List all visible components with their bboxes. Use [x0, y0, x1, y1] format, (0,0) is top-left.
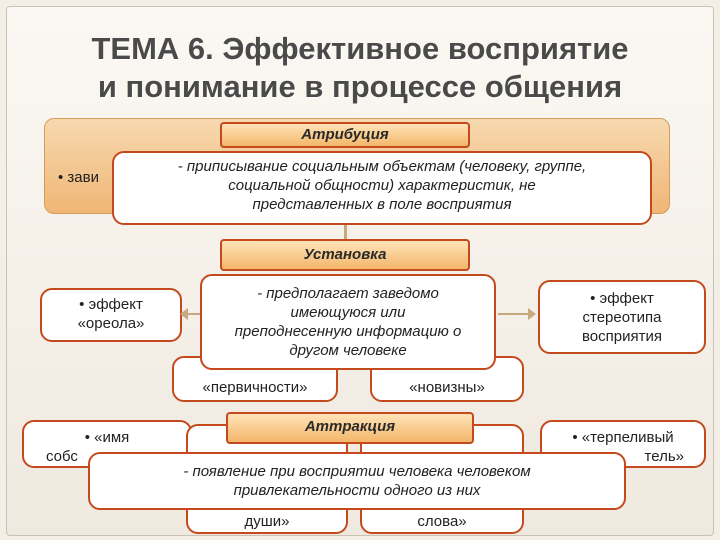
word-label: слова» [417, 513, 467, 530]
ustanovka-header: Установка [220, 239, 470, 271]
effect-novelty-label: «новизны» [409, 379, 485, 396]
title-line-1: ТЕМА 6. Эффективное восприятие [91, 31, 629, 66]
effect-halo-line-1: • эффект [79, 296, 143, 313]
arrow-left-head [180, 308, 188, 320]
arrow-right-line [498, 313, 528, 315]
effect-stereotype-line-1: • эффект [590, 290, 654, 307]
name-line-1: • «имя [84, 429, 130, 446]
effect-stereotype-box [538, 280, 706, 354]
ustanovka-definition [200, 274, 496, 370]
attraction-def-line-2: привлекательности одного из них [233, 482, 481, 499]
effect-halo-box [40, 288, 182, 342]
attraction-header: Аттракция [226, 412, 474, 444]
ustanovka-def-line-1: - предполагает заведомо [257, 285, 439, 302]
ustanovka-def-line-3: преподнесенную информацию о [234, 323, 462, 340]
attribution-def-line-2: социальной общности) характеристик, не [228, 177, 536, 194]
soul-label: души» [244, 513, 290, 530]
arrow-right-head [528, 308, 536, 320]
attribution-definition [112, 151, 652, 225]
slide-title [0, 30, 720, 106]
patient-line-1: • «терпеливый [572, 429, 674, 446]
title-line-2: и понимание в процессе общения [97, 69, 623, 104]
attraction-def-line-1: - появление при восприятии человека человеком [183, 463, 531, 480]
attribution-left-partial: • зави [58, 169, 99, 186]
ustanovka-def-line-2: имеющуюся или [290, 304, 406, 321]
patient-line-2: тель» [644, 448, 684, 465]
effect-stereotype-line-3: восприятия [582, 328, 662, 345]
attribution-header: Атрибуция [220, 122, 470, 148]
ustanovka-def-line-4: другом человеке [289, 342, 407, 359]
name-line-2: собс [46, 448, 78, 465]
attraction-definition [88, 452, 626, 510]
effect-stereotype-line-2: стереотипа [582, 309, 662, 326]
attribution-def-line-3: представленных в поле восприятия [252, 196, 512, 213]
attribution-def-line-1: - приписывание социальным объектам (человеку, группе, [177, 158, 587, 175]
effect-primacy-label: «первичности» [202, 379, 308, 396]
effect-halo-line-2: «ореола» [77, 315, 145, 332]
connector-vertical [344, 225, 347, 239]
